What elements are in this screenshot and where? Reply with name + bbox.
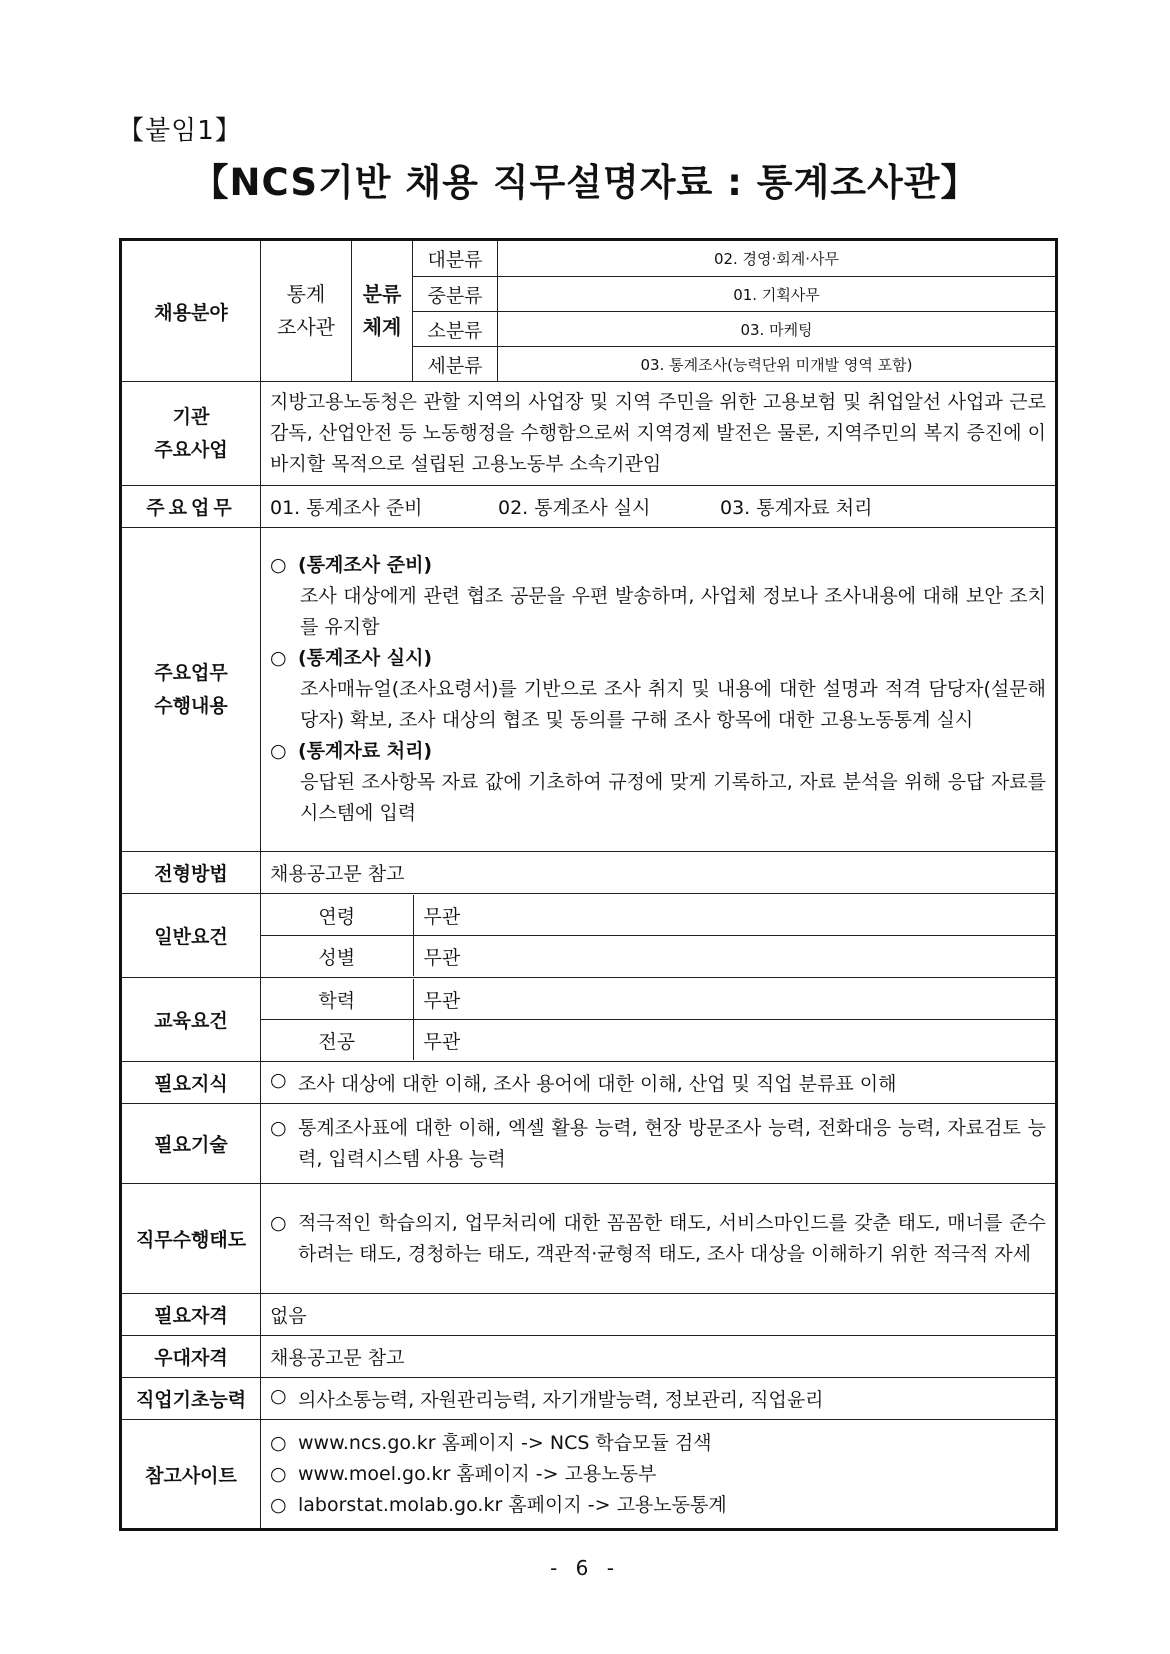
qualification-value: 없음 [261,1294,1057,1336]
basic-competency-value: ○ 의사소통능력, 자원관리능력, 자기개발능력, 정보관리, 직업윤리 [261,1378,1057,1420]
agency-label: 기관 주요사업 [121,382,261,486]
general-req-table [261,894,1057,978]
req-value: 무관 [413,936,1055,977]
reference-item: ○ laborstat.molab.go.kr 홈페이지 -> 고용노동통계 [270,1490,1046,1521]
basic-competency-label: 직업기초능력 [121,1378,261,1420]
bullet-icon: ○ [270,1493,287,1516]
page-title: 【NCS기반 채용 직무설명자료 : 통계조사관】 [191,161,979,204]
bullet-icon: ○ [270,1211,287,1234]
req-key: 성별 [261,936,413,977]
req-value: 무관 [413,1020,1055,1061]
page-number: - 6 - [550,1556,620,1580]
preferred-label: 우대자격 [121,1336,261,1378]
selection-label: 전형방법 [121,852,261,894]
req-key: 연령 [261,895,413,936]
duty-item: 03. 통계자료 처리 [720,497,873,519]
education-req-label: 교육요건 [121,978,261,1062]
attitude-value: ○ 적극적인 학습의지, 업무처리에 대한 꼼꼼한 태도, 서비스마인드를 갖춘 태도, 매너를 준수하려는 태도, 경청하는 태도, 객관적·균형적 태도, 조사 대상을 이해하기 위한 적극적 자세 [261,1184,1057,1294]
bullet-icon: ○ [270,1385,287,1407]
references-label: 참고사이트 [121,1420,261,1530]
class-level-major: 대분류 [413,240,498,277]
main-duties-list [261,486,1057,528]
class-level-middle: 중분류 [413,277,498,312]
bullet-icon: ○ [270,740,287,762]
bullet-icon: ○ [270,1116,287,1139]
general-req-label: 일반요건 [121,894,261,978]
agency-description: 지방고용노동청은 관할 지역의 사업장 및 지역 주민을 위한 고용보험 및 취업알선 사업과 근로감독, 산업안전 등 노동행정을 수행함으로써 지역경제 발전은 물론, 지역주민의 복지 증진에 이바지할 목적으로 설립된 고용노동부 소속기관임 [261,382,1057,486]
attachment-label: 【붙임1】 [118,116,242,146]
duty-section: ○ (통계조사 실시) 조사매뉴얼(조사요령서)를 기반으로 조사 취지 및 내용에 대한 설명과 적격 담당자(설문해당자) 확보, 조사 대상의 협조 및 동의를 구해 조사 항목에 대한 고용노동통계 실시 [270,643,1046,736]
class-value-major: 02. 경영·회계·사무 [498,240,1057,277]
job-description-table [119,238,1058,1531]
references-list [261,1420,1057,1530]
main-duties-label: 주요업무 [121,486,261,528]
knowledge-label: 필요지식 [121,1062,261,1104]
attitude-label: 직무수행태도 [121,1184,261,1294]
recruit-field-label: 채용분야 [121,240,261,382]
skills-value: ○ 통계조사표에 대한 이해, 엑셀 활용 능력, 현장 방문조사 능력, 전화대응 능력, 자료검토 능력, 입력시스템 사용 능력 [261,1104,1057,1184]
bullet-icon: ○ [270,1069,287,1091]
qualification-label: 필요자격 [121,1294,261,1336]
education-req-table [261,978,1057,1062]
classification-system-label: 분류 체계 [352,240,413,382]
bullet-icon: ○ [270,1462,287,1485]
reference-item: ○ www.moel.go.kr 홈페이지 -> 고용노동부 [270,1459,1046,1490]
duty-details [261,528,1057,852]
class-value-minor: 03. 마케팅 [498,312,1057,347]
bullet-icon: ○ [270,554,287,576]
recruit-job-name: 통계 조사관 [261,240,352,382]
req-value: 무관 [413,979,1055,1020]
bullet-icon: ○ [270,1431,287,1454]
skills-label: 필요기술 [121,1104,261,1184]
class-value-detail: 03. 통계조사(능력단위 미개발 영역 포함) [498,347,1057,382]
class-level-detail: 세분류 [413,347,498,382]
duty-item: 02. 통계조사 실시 [498,497,651,519]
class-value-middle: 01. 기획사무 [498,277,1057,312]
req-key: 전공 [261,1020,413,1061]
duty-section: ○ (통계자료 처리) 응답된 조사항목 자료 값에 기초하여 규정에 맞게 기록하고, 자료 분석을 위해 응답 자료를 시스템에 입력 [270,736,1046,829]
req-value: 무관 [413,895,1055,936]
knowledge-value: ○ 조사 대상에 대한 이해, 조사 용어에 대한 이해, 산업 및 직업 분류표 이해 [261,1062,1057,1104]
preferred-value: 채용공고문 참고 [261,1336,1057,1378]
class-level-minor: 소분류 [413,312,498,347]
selection-value: 채용공고문 참고 [261,852,1057,894]
duty-section: ○ (통계조사 준비) 조사 대상에게 관련 협조 공문을 우편 발송하며, 사업체 정보나 조사내용에 대해 보안 조치를 유지함 [270,550,1046,643]
duty-details-label: 주요업무 수행내용 [121,528,261,852]
duty-item: 01. 통계조사 준비 [270,497,423,519]
bullet-icon: ○ [270,647,287,669]
req-key: 학력 [261,979,413,1020]
reference-item: ○ www.ncs.go.kr 홈페이지 -> NCS 학습모듈 검색 [270,1428,1046,1459]
